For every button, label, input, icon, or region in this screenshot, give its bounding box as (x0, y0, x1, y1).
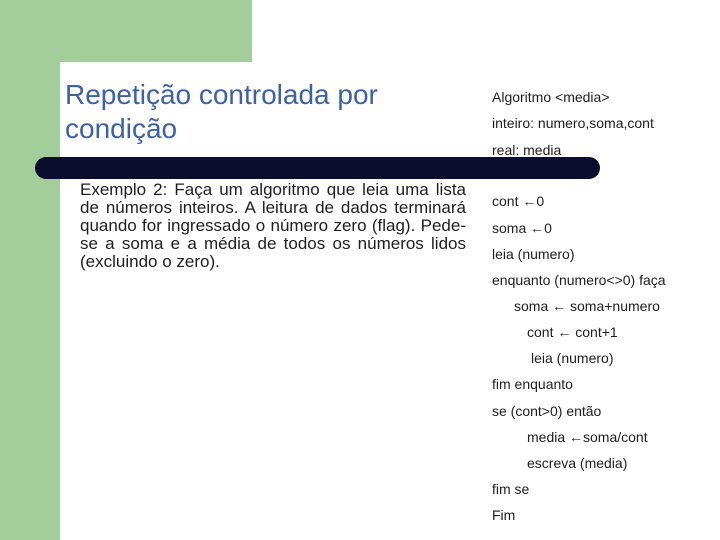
algorithm-line: media ←soma/cont (527, 429, 648, 445)
slide-title: Repetição controlada por condição (65, 79, 378, 144)
algorithm-line: cont ←0 (492, 193, 545, 209)
algorithm-line: inteiro: numero,soma,cont (492, 115, 654, 131)
algorithm-line: soma ← soma+numero (514, 298, 660, 314)
algorithm-line: fim enquanto (492, 376, 573, 392)
exercise-description: Exemplo 2: Faça um algoritmo que leia uma lista de números inteiros. A leitura de dados terminará quando for ingressado o número zero (flag). Pede-se a soma e a média de todos os números lidos (excluindo o zero). (80, 180, 466, 271)
algorithm-line: real: media (492, 142, 562, 158)
algorithm-line: enquanto (numero<>0) faça (492, 272, 666, 288)
algorithm-line: fim se (492, 481, 530, 497)
algorithm-line: escreva (media) (527, 455, 628, 471)
title-divider-bar (35, 157, 600, 179)
algorithm-line: cont ← cont+1 (527, 324, 618, 340)
algorithm-line: leia (numero) (531, 350, 614, 366)
algorithm-line: Fim (492, 507, 516, 523)
algorithm-line: soma ←0 (492, 220, 552, 236)
algorithm-line: se (cont>0) então (492, 403, 602, 419)
algorithm-line: Algoritmo <media> (492, 89, 610, 105)
algorithm-line: leia (numero) (492, 246, 575, 262)
